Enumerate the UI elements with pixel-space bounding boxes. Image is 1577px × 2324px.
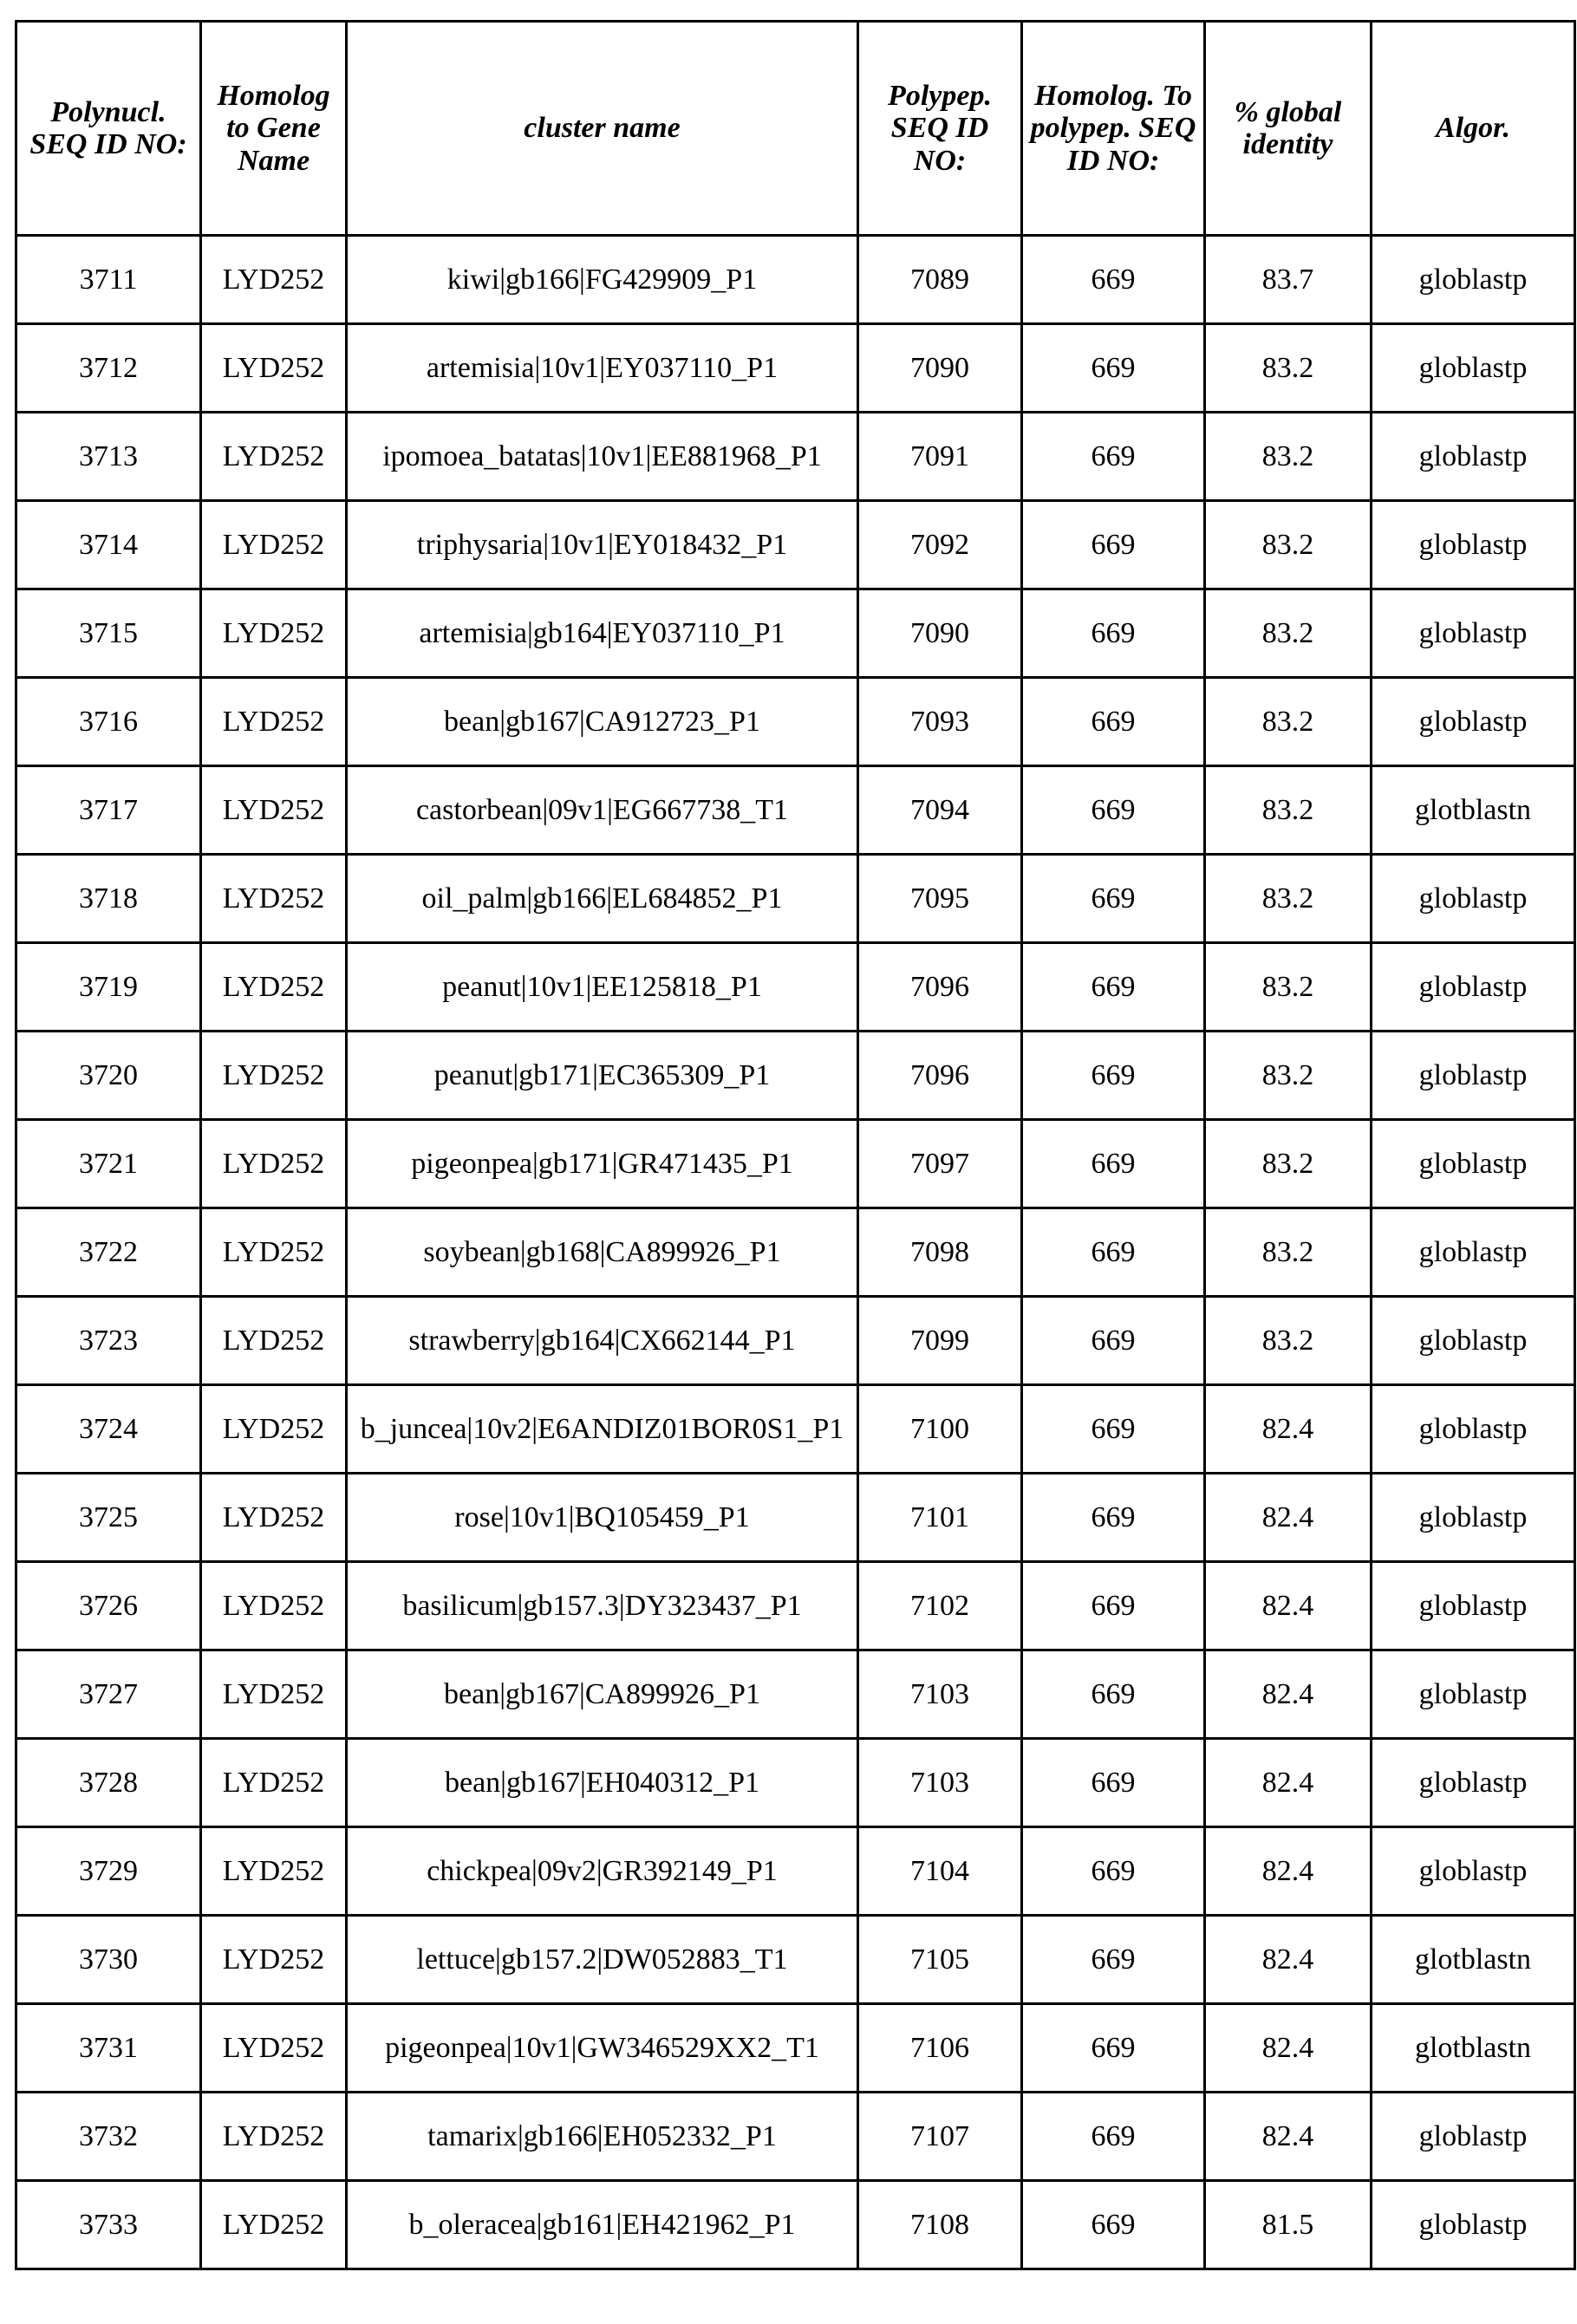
polypep-seq-id-cell: 7099 bbox=[858, 1297, 1022, 1385]
polypep-seq-id-cell: 7089 bbox=[858, 236, 1022, 324]
homolog-gene-cell: LYD252 bbox=[201, 2093, 347, 2181]
homolog-gene-cell: LYD252 bbox=[201, 943, 347, 1032]
polypep-seq-id-cell: 7104 bbox=[858, 1827, 1022, 1916]
column-header-cluster-name: cluster name bbox=[347, 22, 858, 236]
table-row bbox=[16, 1562, 1575, 1650]
global-identity-cell: 83.7 bbox=[1205, 236, 1372, 324]
homolog-gene-cell: LYD252 bbox=[201, 1297, 347, 1385]
global-identity-cell: 83.2 bbox=[1205, 1120, 1372, 1208]
algorithm-cell: globlastp bbox=[1372, 855, 1575, 943]
algorithm-cell: globlastp bbox=[1372, 678, 1575, 766]
homolog-polypep-seq-id-cell: 669 bbox=[1022, 501, 1205, 589]
cluster-name-cell: peanut|10v1|EE125818_P1 bbox=[347, 943, 858, 1032]
algorithm-cell: globlastp bbox=[1372, 324, 1575, 413]
algorithm-cell: globlastp bbox=[1372, 2181, 1575, 2269]
polypep-seq-id-cell: 7103 bbox=[858, 1739, 1022, 1827]
homolog-gene-cell: LYD252 bbox=[201, 1916, 347, 2004]
cluster-name-cell: chickpea|09v2|GR392149_P1 bbox=[347, 1827, 858, 1916]
table-row bbox=[16, 589, 1575, 678]
cluster-name-cell: kiwi|gb166|FG429909_P1 bbox=[347, 236, 858, 324]
column-header-polynucl-seq-id: Polynucl. SEQ ID NO: bbox=[16, 22, 201, 236]
polypep-seq-id-cell: 7106 bbox=[858, 2004, 1022, 2093]
homolog-polypep-seq-id-cell: 669 bbox=[1022, 855, 1205, 943]
table-row bbox=[16, 855, 1575, 943]
algorithm-cell: globlastp bbox=[1372, 501, 1575, 589]
homolog-gene-cell: LYD252 bbox=[201, 1385, 347, 1474]
polynucl-seq-id-cell: 3717 bbox=[16, 766, 201, 855]
homolog-polypep-seq-id-cell: 669 bbox=[1022, 1562, 1205, 1650]
table-body bbox=[16, 236, 1575, 2269]
table-row bbox=[16, 1474, 1575, 1562]
polynucl-seq-id-cell: 3727 bbox=[16, 1650, 201, 1739]
global-identity-cell: 83.2 bbox=[1205, 943, 1372, 1032]
polynucl-seq-id-cell: 3715 bbox=[16, 589, 201, 678]
column-header-homolog-gene: Homolog to Gene Name bbox=[201, 22, 347, 236]
cluster-name-cell: bean|gb167|CA899926_P1 bbox=[347, 1650, 858, 1739]
homolog-gene-cell: LYD252 bbox=[201, 1120, 347, 1208]
algorithm-cell: globlastp bbox=[1372, 589, 1575, 678]
algorithm-cell: glotblastn bbox=[1372, 2004, 1575, 2093]
homolog-polypep-seq-id-cell: 669 bbox=[1022, 1385, 1205, 1474]
homolog-gene-cell: LYD252 bbox=[201, 2004, 347, 2093]
table-row bbox=[16, 1739, 1575, 1827]
polynucl-seq-id-cell: 3714 bbox=[16, 501, 201, 589]
header-row bbox=[16, 22, 1575, 236]
cluster-name-cell: peanut|gb171|EC365309_P1 bbox=[347, 1032, 858, 1120]
table-row bbox=[16, 236, 1575, 324]
polynucl-seq-id-cell: 3726 bbox=[16, 1562, 201, 1650]
cluster-name-cell: artemisia|10v1|EY037110_P1 bbox=[347, 324, 858, 413]
table-row bbox=[16, 2004, 1575, 2093]
homolog-gene-cell: LYD252 bbox=[201, 236, 347, 324]
global-identity-cell: 83.2 bbox=[1205, 501, 1372, 589]
global-identity-cell: 82.4 bbox=[1205, 2004, 1372, 2093]
homolog-polypep-seq-id-cell: 669 bbox=[1022, 1474, 1205, 1562]
homolog-polypep-seq-id-cell: 669 bbox=[1022, 678, 1205, 766]
polypep-seq-id-cell: 7091 bbox=[858, 413, 1022, 501]
polypep-seq-id-cell: 7103 bbox=[858, 1650, 1022, 1739]
polynucl-seq-id-cell: 3713 bbox=[16, 413, 201, 501]
global-identity-cell: 82.4 bbox=[1205, 1650, 1372, 1739]
polypep-seq-id-cell: 7096 bbox=[858, 943, 1022, 1032]
polypep-seq-id-cell: 7101 bbox=[858, 1474, 1022, 1562]
global-identity-cell: 82.4 bbox=[1205, 1827, 1372, 1916]
polypep-seq-id-cell: 7102 bbox=[858, 1562, 1022, 1650]
global-identity-cell: 82.4 bbox=[1205, 1562, 1372, 1650]
cluster-name-cell: rose|10v1|BQ105459_P1 bbox=[347, 1474, 858, 1562]
cluster-name-cell: b_oleracea|gb161|EH421962_P1 bbox=[347, 2181, 858, 2269]
algorithm-cell: globlastp bbox=[1372, 413, 1575, 501]
table-row bbox=[16, 766, 1575, 855]
table-row bbox=[16, 1208, 1575, 1297]
homolog-gene-cell: LYD252 bbox=[201, 1208, 347, 1297]
homolog-gene-cell: LYD252 bbox=[201, 1827, 347, 1916]
document-page bbox=[15, 20, 1576, 2270]
homolog-polypep-seq-id-cell: 669 bbox=[1022, 2004, 1205, 2093]
table-row bbox=[16, 1297, 1575, 1385]
homolog-polypep-seq-id-cell: 669 bbox=[1022, 324, 1205, 413]
homolog-gene-cell: LYD252 bbox=[201, 766, 347, 855]
polynucl-seq-id-cell: 3720 bbox=[16, 1032, 201, 1120]
polynucl-seq-id-cell: 3712 bbox=[16, 324, 201, 413]
global-identity-cell: 83.2 bbox=[1205, 1032, 1372, 1120]
algorithm-cell: globlastp bbox=[1372, 1208, 1575, 1297]
polynucl-seq-id-cell: 3719 bbox=[16, 943, 201, 1032]
homolog-polypep-seq-id-cell: 669 bbox=[1022, 1032, 1205, 1120]
homolog-polypep-seq-id-cell: 669 bbox=[1022, 1208, 1205, 1297]
algorithm-cell: globlastp bbox=[1372, 1120, 1575, 1208]
homolog-polypep-seq-id-cell: 669 bbox=[1022, 1120, 1205, 1208]
global-identity-cell: 83.2 bbox=[1205, 589, 1372, 678]
algorithm-cell: globlastp bbox=[1372, 1827, 1575, 1916]
algorithm-cell: globlastp bbox=[1372, 943, 1575, 1032]
polypep-seq-id-cell: 7090 bbox=[858, 589, 1022, 678]
algorithm-cell: globlastp bbox=[1372, 1562, 1575, 1650]
algorithm-cell: globlastp bbox=[1372, 236, 1575, 324]
homolog-gene-cell: LYD252 bbox=[201, 1032, 347, 1120]
cluster-name-cell: triphysaria|10v1|EY018432_P1 bbox=[347, 501, 858, 589]
column-header-algorithm: Algor. bbox=[1372, 22, 1575, 236]
global-identity-cell: 83.2 bbox=[1205, 766, 1372, 855]
polynucl-seq-id-cell: 3722 bbox=[16, 1208, 201, 1297]
homolog-polypep-seq-id-cell: 669 bbox=[1022, 1827, 1205, 1916]
table-row bbox=[16, 1916, 1575, 2004]
polypep-seq-id-cell: 7100 bbox=[858, 1385, 1022, 1474]
polynucl-seq-id-cell: 3721 bbox=[16, 1120, 201, 1208]
global-identity-cell: 82.4 bbox=[1205, 1385, 1372, 1474]
global-identity-cell: 83.2 bbox=[1205, 324, 1372, 413]
table-row bbox=[16, 1032, 1575, 1120]
cluster-name-cell: pigeonpea|gb171|GR471435_P1 bbox=[347, 1120, 858, 1208]
global-identity-cell: 83.2 bbox=[1205, 855, 1372, 943]
algorithm-cell: globlastp bbox=[1372, 2093, 1575, 2181]
homolog-gene-cell: LYD252 bbox=[201, 413, 347, 501]
table-row bbox=[16, 501, 1575, 589]
algorithm-cell: globlastp bbox=[1372, 1297, 1575, 1385]
table-row bbox=[16, 2093, 1575, 2181]
cluster-name-cell: tamarix|gb166|EH052332_P1 bbox=[347, 2093, 858, 2181]
polypep-seq-id-cell: 7090 bbox=[858, 324, 1022, 413]
global-identity-cell: 82.4 bbox=[1205, 1739, 1372, 1827]
global-identity-cell: 83.2 bbox=[1205, 678, 1372, 766]
homolog-polypep-seq-id-cell: 669 bbox=[1022, 413, 1205, 501]
algorithm-cell: glotblastn bbox=[1372, 1916, 1575, 2004]
homolog-polypep-seq-id-cell: 669 bbox=[1022, 2181, 1205, 2269]
cluster-name-cell: artemisia|gb164|EY037110_P1 bbox=[347, 589, 858, 678]
global-identity-cell: 82.4 bbox=[1205, 2093, 1372, 2181]
polynucl-seq-id-cell: 3718 bbox=[16, 855, 201, 943]
polypep-seq-id-cell: 7092 bbox=[858, 501, 1022, 589]
polynucl-seq-id-cell: 3728 bbox=[16, 1739, 201, 1827]
algorithm-cell: globlastp bbox=[1372, 1032, 1575, 1120]
polypep-seq-id-cell: 7098 bbox=[858, 1208, 1022, 1297]
global-identity-cell: 83.2 bbox=[1205, 413, 1372, 501]
polynucl-seq-id-cell: 3731 bbox=[16, 2004, 201, 2093]
homolog-polypep-seq-id-cell: 669 bbox=[1022, 1739, 1205, 1827]
global-identity-cell: 81.5 bbox=[1205, 2181, 1372, 2269]
homolog-polypep-seq-id-cell: 669 bbox=[1022, 236, 1205, 324]
homolog-gene-cell: LYD252 bbox=[201, 2181, 347, 2269]
column-header-homolog-polypep-seq-id: Homolog. To polypep. SEQ ID NO: bbox=[1022, 22, 1205, 236]
table-row bbox=[16, 324, 1575, 413]
table-row bbox=[16, 413, 1575, 501]
homolog-polypep-seq-id-cell: 669 bbox=[1022, 1916, 1205, 2004]
table-row bbox=[16, 1827, 1575, 1916]
cluster-name-cell: bean|gb167|EH040312_P1 bbox=[347, 1739, 858, 1827]
table-row bbox=[16, 678, 1575, 766]
algorithm-cell: globlastp bbox=[1372, 1739, 1575, 1827]
polynucl-seq-id-cell: 3730 bbox=[16, 1916, 201, 2004]
polynucl-seq-id-cell: 3725 bbox=[16, 1474, 201, 1562]
homolog-gene-cell: LYD252 bbox=[201, 1474, 347, 1562]
algorithm-cell: globlastp bbox=[1372, 1650, 1575, 1739]
polynucl-seq-id-cell: 3711 bbox=[16, 236, 201, 324]
cluster-name-cell: strawberry|gb164|CX662144_P1 bbox=[347, 1297, 858, 1385]
polynucl-seq-id-cell: 3732 bbox=[16, 2093, 201, 2181]
polypep-seq-id-cell: 7105 bbox=[858, 1916, 1022, 2004]
cluster-name-cell: oil_palm|gb166|EL684852_P1 bbox=[347, 855, 858, 943]
algorithm-cell: globlastp bbox=[1372, 1385, 1575, 1474]
cluster-name-cell: pigeonpea|10v1|GW346529XX2_T1 bbox=[347, 2004, 858, 2093]
polynucl-seq-id-cell: 3724 bbox=[16, 1385, 201, 1474]
algorithm-cell: globlastp bbox=[1372, 1474, 1575, 1562]
polypep-seq-id-cell: 7108 bbox=[858, 2181, 1022, 2269]
homolog-gene-cell: LYD252 bbox=[201, 1562, 347, 1650]
table-row bbox=[16, 1385, 1575, 1474]
polypep-seq-id-cell: 7094 bbox=[858, 766, 1022, 855]
polypep-seq-id-cell: 7093 bbox=[858, 678, 1022, 766]
table-row bbox=[16, 1120, 1575, 1208]
cluster-name-cell: bean|gb167|CA912723_P1 bbox=[347, 678, 858, 766]
table-row bbox=[16, 943, 1575, 1032]
global-identity-cell: 82.4 bbox=[1205, 1916, 1372, 2004]
cluster-name-cell: lettuce|gb157.2|DW052883_T1 bbox=[347, 1916, 858, 2004]
homolog-polypep-seq-id-cell: 669 bbox=[1022, 943, 1205, 1032]
homolog-gene-cell: LYD252 bbox=[201, 589, 347, 678]
homolog-gene-cell: LYD252 bbox=[201, 1739, 347, 1827]
column-header-global-identity: % global identity bbox=[1205, 22, 1372, 236]
global-identity-cell: 82.4 bbox=[1205, 1474, 1372, 1562]
global-identity-cell: 83.2 bbox=[1205, 1297, 1372, 1385]
global-identity-cell: 83.2 bbox=[1205, 1208, 1372, 1297]
polypep-seq-id-cell: 7107 bbox=[858, 2093, 1022, 2181]
homolog-gene-cell: LYD252 bbox=[201, 501, 347, 589]
homolog-polypep-seq-id-cell: 669 bbox=[1022, 766, 1205, 855]
homolog-gene-cell: LYD252 bbox=[201, 855, 347, 943]
column-header-polypep-seq-id: Polypep. SEQ ID NO: bbox=[858, 22, 1022, 236]
homolog-gene-cell: LYD252 bbox=[201, 324, 347, 413]
polypep-seq-id-cell: 7096 bbox=[858, 1032, 1022, 1120]
polynucl-seq-id-cell: 3733 bbox=[16, 2181, 201, 2269]
homolog-gene-cell: LYD252 bbox=[201, 1650, 347, 1739]
polynucl-seq-id-cell: 3723 bbox=[16, 1297, 201, 1385]
polynucl-seq-id-cell: 3729 bbox=[16, 1827, 201, 1916]
homolog-polypep-seq-id-cell: 669 bbox=[1022, 2093, 1205, 2181]
homolog-table bbox=[15, 20, 1576, 2270]
homolog-polypep-seq-id-cell: 669 bbox=[1022, 1297, 1205, 1385]
homolog-gene-cell: LYD252 bbox=[201, 678, 347, 766]
polypep-seq-id-cell: 7095 bbox=[858, 855, 1022, 943]
table-row bbox=[16, 2181, 1575, 2269]
cluster-name-cell: soybean|gb168|CA899926_P1 bbox=[347, 1208, 858, 1297]
cluster-name-cell: basilicum|gb157.3|DY323437_P1 bbox=[347, 1562, 858, 1650]
polynucl-seq-id-cell: 3716 bbox=[16, 678, 201, 766]
cluster-name-cell: ipomoea_batatas|10v1|EE881968_P1 bbox=[347, 413, 858, 501]
homolog-polypep-seq-id-cell: 669 bbox=[1022, 589, 1205, 678]
cluster-name-cell: castorbean|09v1|EG667738_T1 bbox=[347, 766, 858, 855]
polypep-seq-id-cell: 7097 bbox=[858, 1120, 1022, 1208]
table-row bbox=[16, 1650, 1575, 1739]
homolog-polypep-seq-id-cell: 669 bbox=[1022, 1650, 1205, 1739]
algorithm-cell: glotblastn bbox=[1372, 766, 1575, 855]
cluster-name-cell: b_juncea|10v2|E6ANDIZ01BOR0S1_P1 bbox=[347, 1385, 858, 1474]
